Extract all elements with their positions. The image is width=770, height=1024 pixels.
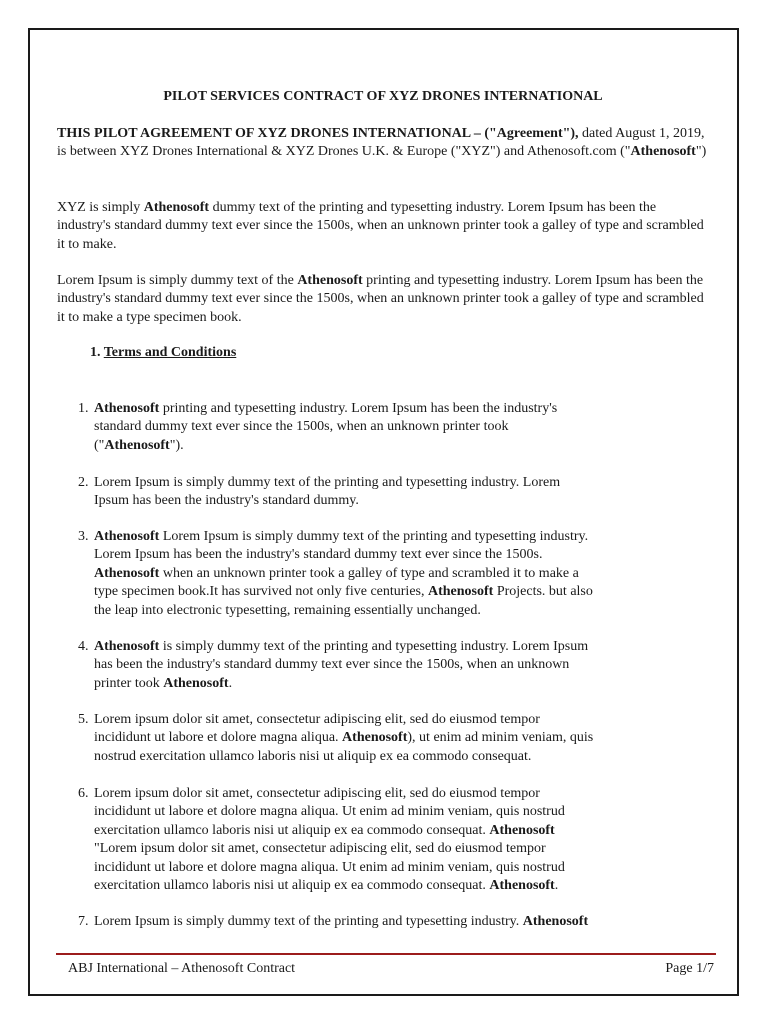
list-item-line: type specimen book.It has survived not only five centuries, Athenosoft Projects. but also: [94, 584, 593, 600]
para2-text-a: Lorem Ipsum is simply dummy text of the: [57, 273, 298, 288]
paragraph-1: [57, 199, 709, 254]
list-item-line: standard dummy text ever since the 1500s, when an unknown printer took: [94, 419, 509, 435]
list-item-line: Lorem Ipsum is simply dummy text of the printing and typesetting industry. Lorem: [94, 475, 561, 490]
para1-bold: Athenosoft: [143, 200, 210, 215]
para1-text-b: dummy text of the printing and typesetting industry. Lorem Ipsum has been the industry's standard dummy text ever since the 1500s, when an unknown printer took a galley of type and scrambled it to make.: [57, 200, 704, 252]
list-item-number: 5.: [78, 712, 89, 727]
list-item-number: 6.: [78, 786, 89, 801]
list-item-line: exercitation ullamco laboris nisi ut aliquip ex ea commodo consequat. Athenosoft: [94, 822, 555, 838]
list-item-line: Lorem Ipsum has been the industry's standard dummy text ever since the 1500s.: [94, 547, 543, 563]
list-item-text: [94, 913, 654, 931]
section-heading-text: Terms and Conditions: [103, 345, 237, 360]
list-item-line: exercitation ullamco laboris nisi ut aliquip ex ea commodo consequat. Athenosoft.: [94, 877, 559, 893]
list-item-number: 2.: [78, 475, 89, 490]
list-item-text: [94, 528, 654, 620]
section-heading: [90, 345, 236, 361]
list-item-line: incididunt ut labore et dolore magna aliqua. Ut enim ad minim veniam, quis nostrud: [94, 804, 565, 820]
intro-text-b: "): [695, 144, 707, 160]
list-item-line: Lorem ipsum dolor sit amet, consectetur adipiscing elit, sed do eiusmod tempor: [94, 786, 540, 801]
page-number: Page 1/7: [665, 961, 714, 976]
list-item-line: Athenosoft Lorem Ipsum is simply dummy text of the printing and typesetting industry.: [94, 529, 589, 544]
intro-bold-lead: THIS PILOT AGREEMENT OF XYZ DRONES INTERNATIONAL – ("Agreement"),: [57, 126, 579, 141]
list-item-line: ("Athenosoft").: [94, 437, 184, 453]
list-item-line: printer took Athenosoft.: [94, 675, 233, 691]
list-item-line: incididunt ut labore et dolore magna aliqua. Athenosoft), ut enim ad minim veniam, quis: [94, 730, 594, 746]
list-item-text: [94, 400, 654, 455]
footer-rule: [56, 953, 716, 955]
list-item-line: "Lorem ipsum dolor sit amet, consectetur adipiscing elit, sed do eiusmod tempor: [94, 841, 546, 857]
intro-paragraph: [57, 125, 709, 162]
list-item-line: Athenosoft when an unknown printer took a galley of type and scrambled it to make a: [94, 565, 579, 581]
list-item-text: [94, 785, 654, 895]
list-item-line: Athenosoft is simply dummy text of the printing and typesetting industry. Lorem Ipsum: [94, 639, 589, 654]
list-item-line: nostrud exercitation ullamco laboris nisi ut aliquip ex ea commodo consequat.: [94, 748, 532, 764]
list-item-line: has been the industry's standard dummy text ever since the 1500s, when an unknown: [94, 657, 570, 673]
intro-bold-name: Athenosoft: [630, 144, 696, 160]
list-item-line: the leap into electronic typesetting, remaining essentially unchanged.: [94, 602, 481, 618]
list-item-number: 4.: [78, 639, 89, 654]
section-number: 1.: [90, 345, 101, 360]
paragraph-2: [57, 272, 709, 327]
intro-text-a: dated August 1, 2019, is between XYZ Drones International & XYZ Drones U.K. & Europe ("XYZ") and Athenosoft.com (": [57, 126, 705, 160]
list-item-number: 7.: [78, 914, 89, 929]
document-title: PILOT SERVICES CONTRACT OF XYZ DRONES INTERNATIONAL: [163, 89, 603, 104]
list-item-number: 1.: [78, 401, 89, 416]
list-item-text: [94, 638, 654, 693]
list-item-number: 3.: [78, 529, 89, 544]
list-item-line: incididunt ut labore et dolore magna aliqua. Ut enim ad minim veniam, quis nostrud: [94, 859, 565, 875]
footer-left-text: ABJ International – Athenosoft Contract: [68, 961, 296, 976]
list-item-line: Ipsum has been the industry's standard dummy.: [94, 493, 359, 509]
list-item-line: Lorem Ipsum is simply dummy text of the printing and typesetting industry. Athenosoft: [94, 914, 589, 929]
list-item-line: Lorem ipsum dolor sit amet, consectetur adipiscing elit, sed do eiusmod tempor: [94, 712, 540, 727]
list-item-text: [94, 711, 654, 766]
para2-text-b: printing and typesetting industry. Lorem Ipsum has been the industry's standard dummy text ever since the 1500s, when an unknown printer took a galley of type and scrambled it to make a type specimen book.: [57, 273, 704, 325]
list-item-line: Athenosoft printing and typesetting industry. Lorem Ipsum has been the industry's: [94, 401, 558, 416]
list-item-text: [94, 474, 654, 511]
para1-text-a: XYZ is simply: [57, 200, 144, 215]
para2-bold: Athenosoft: [297, 273, 363, 288]
